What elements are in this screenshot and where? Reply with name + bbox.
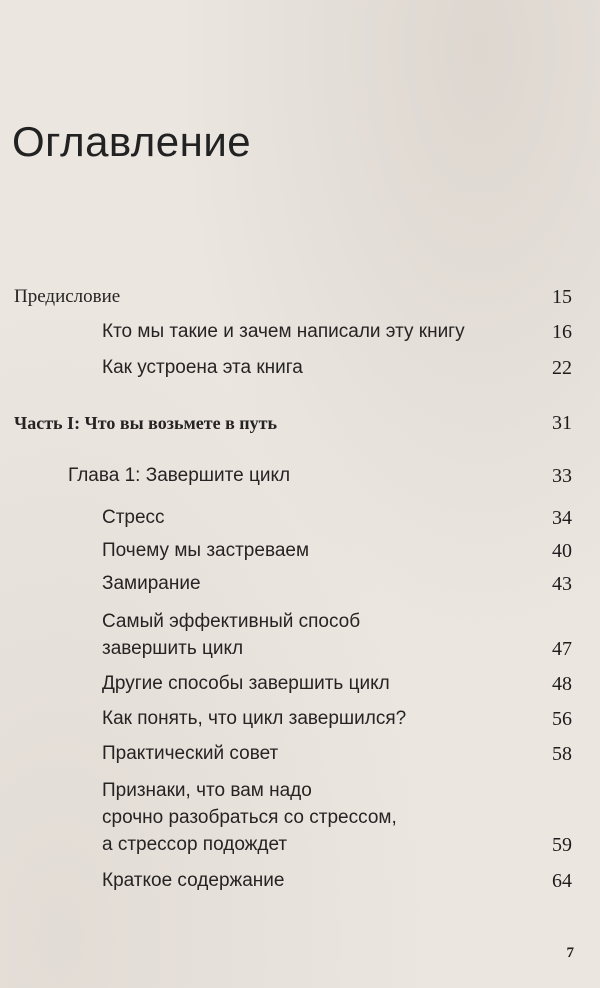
toc-entry-label: Другие способы завершить цикл [102, 673, 390, 694]
toc-entry-label: Предисловие [14, 286, 121, 307]
toc-entry-page: 47 [552, 638, 572, 660]
toc-entry-label: Глава 1: Завершите цикл [68, 465, 291, 486]
toc-entry-label: Стресс [102, 507, 165, 528]
toc-heading: Оглавление [12, 118, 252, 165]
toc-entry-label: Как устроена эта книга [102, 357, 303, 378]
toc-entry-page: 34 [552, 507, 572, 529]
toc-entry-page: 64 [552, 870, 572, 892]
toc-entry-label: Кто мы такие и зачем написали эту книгу [102, 321, 465, 342]
toc-entry-page: 56 [552, 708, 572, 730]
toc-entry-label: Почему мы застреваем [102, 540, 310, 561]
toc-entry-page: 33 [552, 465, 572, 487]
toc-entry-page: 40 [552, 540, 572, 562]
toc-entry-page: 59 [552, 834, 572, 856]
toc-entry-label: Самый эффективный способ [102, 611, 361, 632]
toc-entry-label-line3: а стрессор подождет [102, 834, 288, 855]
toc-entry-label: Краткое содержание [102, 870, 285, 891]
toc-entry-page: 16 [552, 321, 572, 343]
toc-entry-page: 48 [552, 673, 572, 695]
toc-entry-page: 43 [552, 573, 572, 595]
toc-entry-page: 22 [552, 357, 572, 379]
toc-entry-label: Замирание [102, 573, 201, 594]
toc-entry-label-line2: срочно разобраться со стрессом, [102, 807, 397, 828]
toc-entry-label: Как понять, что цикл завершился? [102, 708, 407, 729]
toc-entry-page: 15 [552, 286, 572, 308]
toc-entry-label-line2: завершить цикл [102, 638, 244, 659]
toc-entry-label: Часть I: Что вы возьмете в путь [14, 413, 278, 433]
toc-entry-label: Признаки, что вам надо [102, 780, 312, 801]
toc-entry-page: 58 [552, 743, 572, 765]
toc-entry-page: 31 [552, 412, 572, 434]
toc-entry-label: Практический совет [102, 743, 279, 764]
page-number: 7 [566, 945, 574, 961]
